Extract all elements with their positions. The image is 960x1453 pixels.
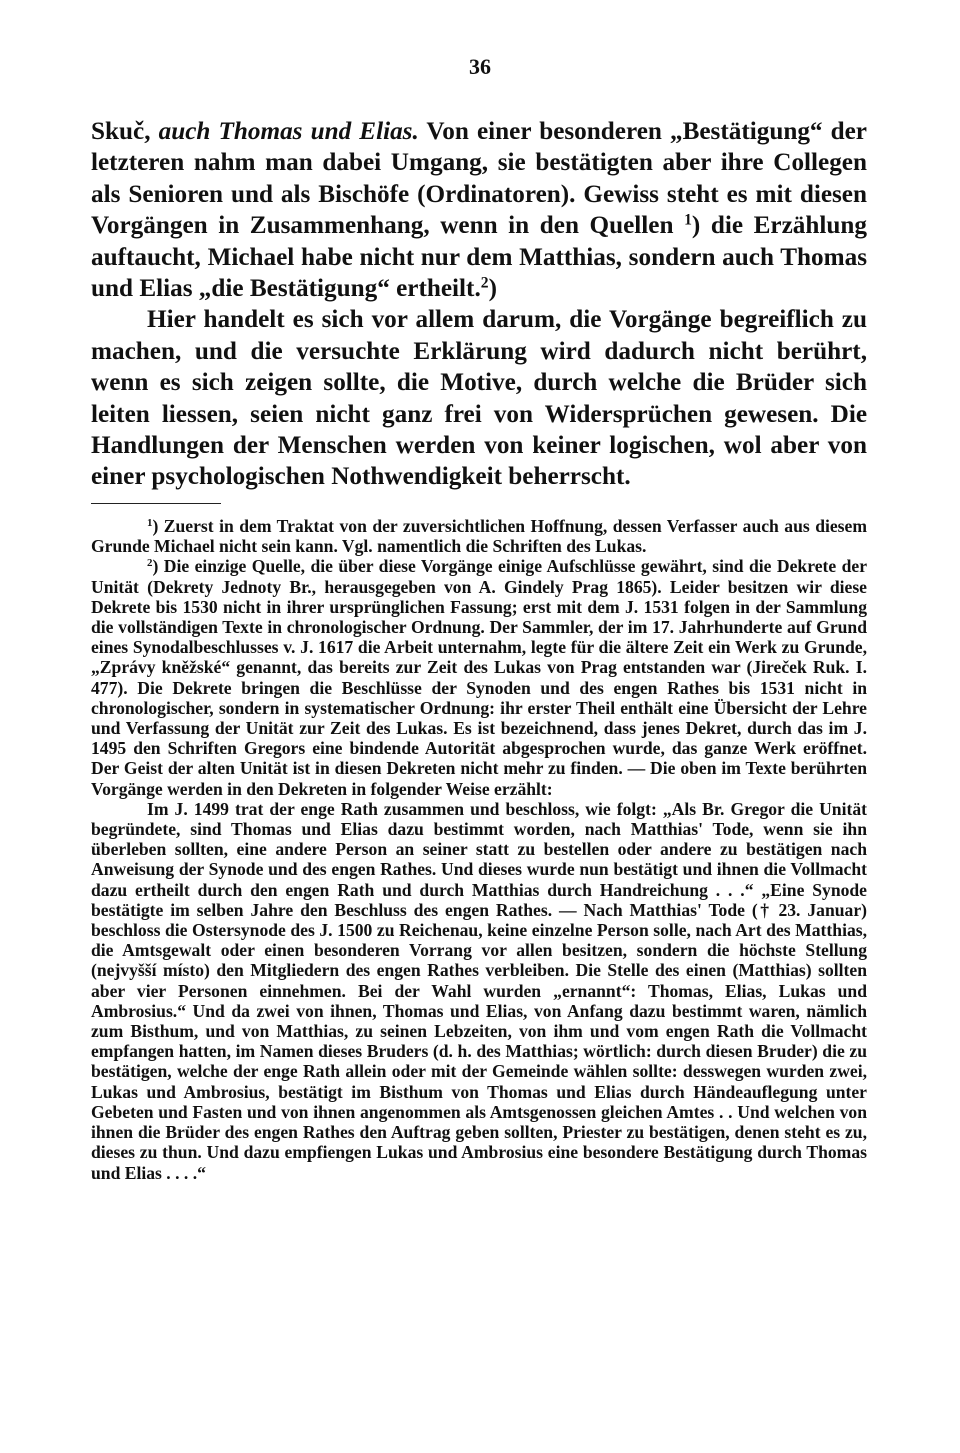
p1-text-c: ) — [488, 275, 497, 303]
footnote-divider — [91, 503, 221, 504]
p1-lead: Skuč, — [91, 118, 159, 145]
p1-text-a: Von einer besonderen „Bestätigung“ der letzteren nahm man dabei Umgang, sie bestätigten aber ihre Collegen als Senioren und als Bischöfe (Ordinatoren). Gewiss steht es mit diesen Vorgängen in Zusammenhang, wenn in den Quellen — [91, 118, 867, 240]
footnotes — [91, 516, 867, 1183]
footnote-2-marker: 2 — [147, 557, 153, 570]
main-text — [91, 116, 867, 493]
footnote-2 — [91, 556, 867, 798]
footnote-1-marker: 1 — [147, 517, 153, 529]
footnote-1 — [91, 516, 867, 556]
footnote-2-continuation: Im J. 1499 trat der enge Rath zusammen und beschloss, wie folgt: „Als Br. Gregor die Unität begründete, sind Thomas und Elias dazu bestimmt worden, nach Matthias' Tode, wenn sie ihn überleben sollten, eine andere Person an seiner statt zu bestellen oder andere zu bestätigen nach Anweisung der Synode und des engen Rathes. Und dieses wurde nun bestätigt und ihnen die Vollmacht dazu ertheilt durch den engen Rath und durch Matthias durch Handreichung . . .“ „Eine Synode bestätigte im selben Jahre den Beschluss des engen Rathes. — Nach Matthias' Tode († 23. Januar) beschloss die Ostersynode des J. 1500 zu Reichenau, keine einzelne Person solle, nach Art des Matthias, die Amtsgewalt oder einen besonderen Vorrang vor allen besitzen, sondern die höchste Stellung (nejvyšší místo) den Mitgliedern des engen Rathes verbleiben. Die Stelle des einen (Matthias) sollten aber vier Personen einnehmen. Bei der Wahl wurden „ernannt“: Thomas, Elias, Lukas und Ambrosius.“ Und da zwei von ihnen, Thomas und Elias, von Anfang dazu bestimmt waren, nämlich zum Bisthum, und von Matthias, zu seinen Lebzeiten, von ihm und vom engen Rath die Vollmacht empfangen hatten, im Namen dieses Bruders (d. h. des Matthias; wörtlich: durch diesen Bruder) die zu bestätigen, welche der enge Rath allein oder mit der Gemeinde wählen sollte: desswegen wurden zwei, Lukas und Ambrosius, bestätigt im Bisthum von Thomas und Elias durch Händeauflegung unter Gebeten und Fasten und von ihnen angenommen als Amtsgenossen gleichen Amtes . . Und welchen von ihnen die Brüder des engen Rathes den Auftrag geben sollten, Priester zu bestätigen, denen steht es zu, dieses zu thun. Und dazu empfiengen Lukas und Ambrosius eine besondere Bestätigung durch Thomas und Elias . . . .“ — [91, 798, 867, 1183]
paragraph-2: Hier handelt es sich vor allem darum, die Vorgänge begreiflich zu machen, und die versuchte Erklärung wird dadurch nicht berührt, wenn es sich zeigen sollte, die Motive, durch welche die Brüder sich leiten liessen, seien nicht ganz frei von Widersprüchen gewesen. Die Handlungen der Menschen werden von keiner logischen, wol aber von einer psychologischen Nothwendigkeit beherrscht. — [91, 306, 867, 491]
page-number: 36 — [469, 54, 491, 79]
footnote-ref-1: 1 — [684, 211, 692, 229]
p1-text-b: ) die Erzählung auftaucht, Michael habe nicht nur dem Matthias, sondern auch Thomas und Elias „die Bestätigung“ ertheilt. — [91, 212, 867, 303]
footnote-2-text: ) Die einzige Quelle, die über diese Vorgänge einige Aufschlüsse gewährt, sind die Dekrete der Unität (Dekrety Jednoty Br., herausgegeben von A. Gindely Prag 1865). Leider besitzen wir diese Dekrete bis 1530 nicht in ihrer ursprünglichen Fassung; erst mit dem J. 1531 folgen in der Sammlung die vollständigen Texte in chronologischer Ordnung. Der Sammler, der im 17. Jahrhunderte auf Grund eines Synodalbeschlusses v. J. 1617 die Arbeit unternahm, legte für die ältere Zeit ein Werk zu Grunde, „Zprávy kněžské“ genannt, das bereits zur Zeit des Lukas von Prag entstanden war (Jireček Ruk. I. 477). Die Dekrete bringen die Beschlüsse der Synoden und des engen Rathes bis 1531 nicht in chronologischer, sondern in systematischer Ordnung: ihr erster Theil enthält eine Übersicht der Lehre und Verfassung der Unität zur Zeit des Lukas. Es ist bezeichnend, dass jenes Dekret, durch das im J. 1495 den Schriften Gregors eine bindende Autorität abgesprochen wurde, das ganze Werk eröffnet. Der Geist der alten Unität ist in diesen Dekreten nicht mehr zu finden. — Die oben im Texte berührten Vorgänge werden in den Dekreten in folgender Weise erzählt: — [91, 556, 867, 799]
paragraph-1 — [91, 116, 867, 304]
footnote-1-text: ) Zuerst in dem Traktat von der zuversichtlichen Hoffnung, dessen Verfasser auch aus diesem Grunde Michael nicht sein kann. Vgl. namentlich die Schriften des Lukas. — [91, 516, 867, 557]
p1-italic: auch Thomas und Elias. — [158, 118, 419, 145]
footnote-ref-2: 2 — [480, 274, 489, 292]
